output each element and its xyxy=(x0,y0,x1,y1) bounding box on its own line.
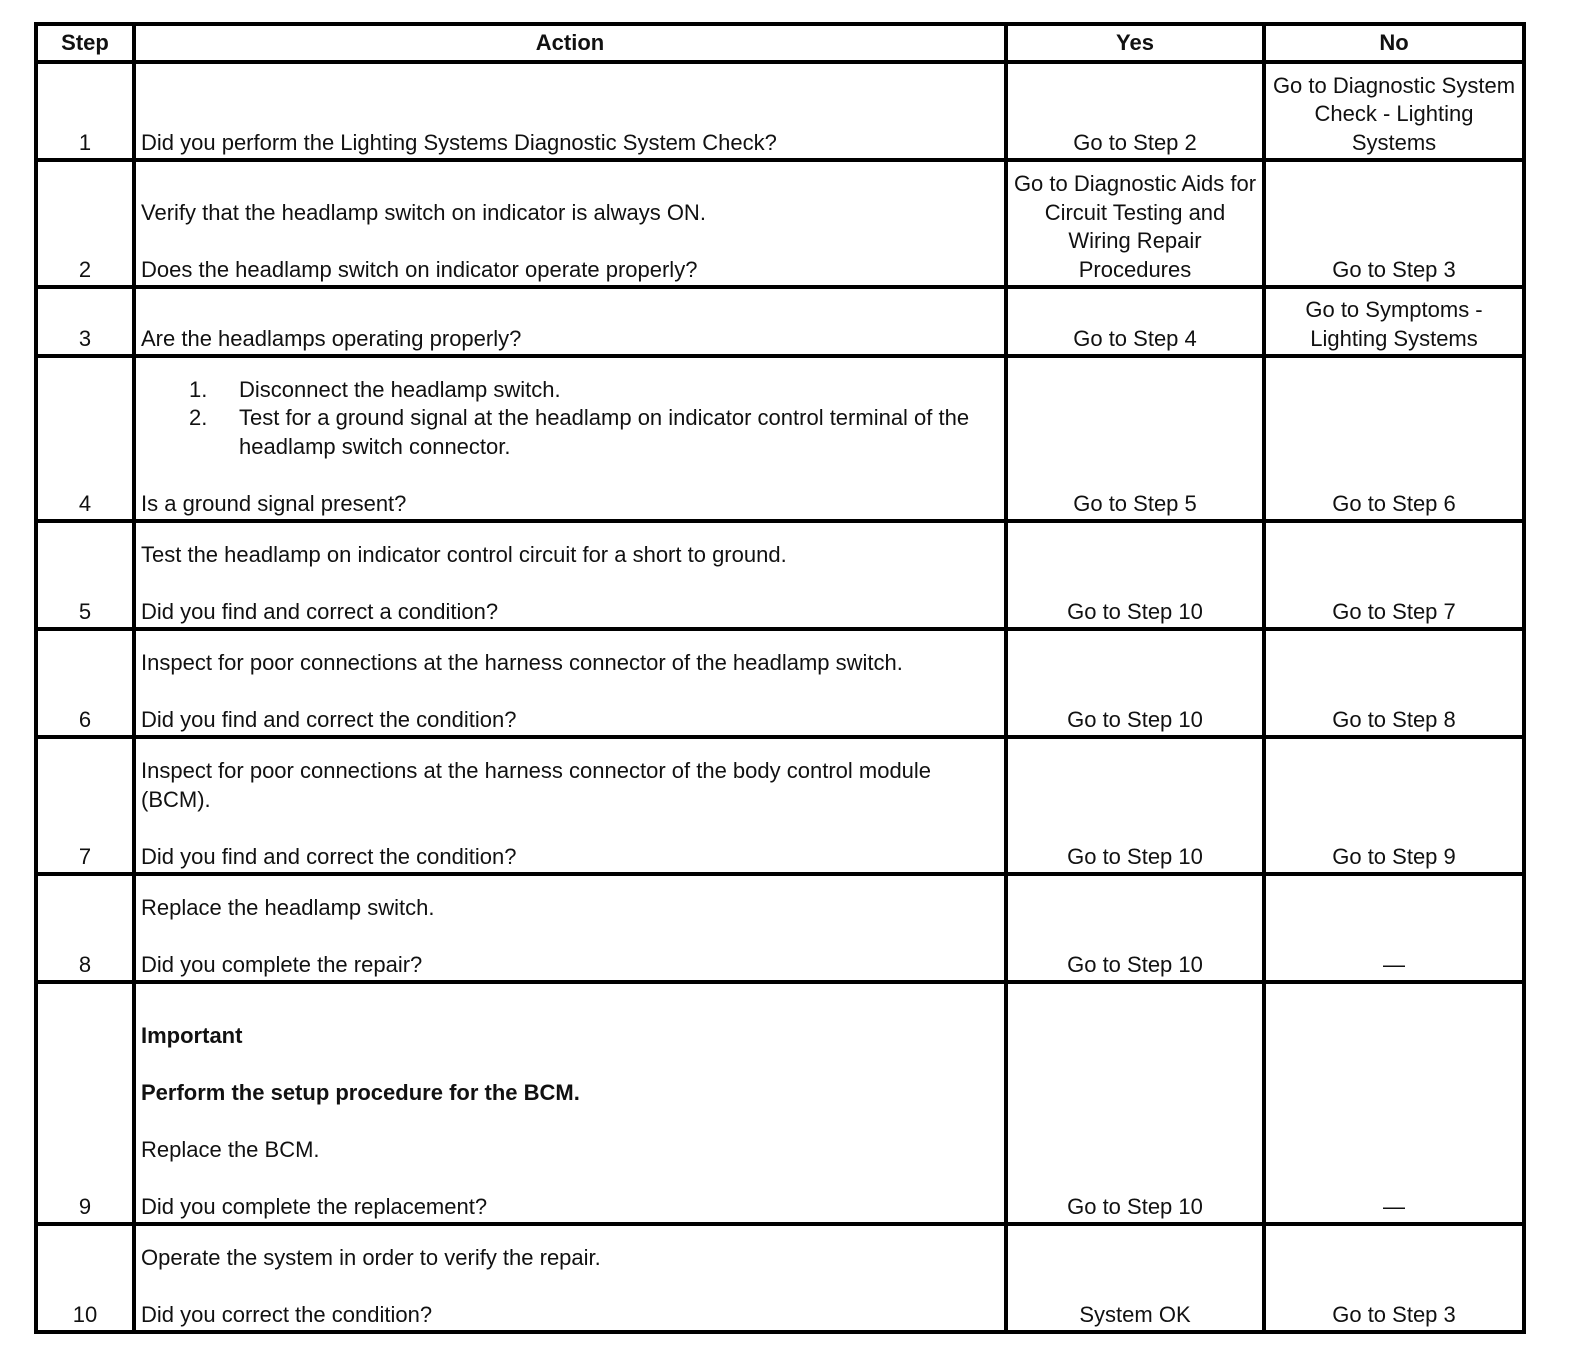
action-cell xyxy=(134,737,1006,874)
action-question: Did you find and correct the condition? xyxy=(141,843,517,869)
diagnostic-table xyxy=(34,22,1526,1334)
step-number: 1 xyxy=(36,62,134,160)
action-text: Did you perform the Lighting Systems Diagnostic System Check? xyxy=(141,129,777,155)
action-list xyxy=(141,376,999,462)
action-question: Did you complete the repair? xyxy=(141,951,423,977)
table-row xyxy=(36,629,1524,737)
action-question: Did you find and correct a condition? xyxy=(141,598,499,624)
step-number: 7 xyxy=(36,737,134,874)
action-cell xyxy=(134,874,1006,982)
list-item-text: Test for a ground signal at the headlamp on indicator control terminal of the headlamp switch connector. xyxy=(239,405,970,459)
action-text: Replace the BCM. xyxy=(141,1136,320,1162)
action-cell xyxy=(134,982,1006,1224)
step-number: 3 xyxy=(36,287,134,356)
step-number: 10 xyxy=(36,1224,134,1332)
table-row xyxy=(36,1224,1524,1332)
table-row xyxy=(36,737,1524,874)
table-row xyxy=(36,874,1524,982)
action-question: Is a ground signal present? xyxy=(141,490,407,516)
yes-cell: System OK xyxy=(1006,1224,1264,1332)
action-cell xyxy=(134,160,1006,287)
header-yes: Yes xyxy=(1006,24,1264,62)
yes-cell: Go to Step 10 xyxy=(1006,982,1264,1224)
no-cell: — xyxy=(1264,874,1524,982)
action-cell xyxy=(134,287,1006,356)
no-cell: Go to Step 7 xyxy=(1264,521,1524,629)
no-cell: Go to Diagnostic System Check - Lighting Systems xyxy=(1264,62,1524,160)
important-label: Important xyxy=(141,1022,243,1048)
action-text: Operate the system in order to verify the repair. xyxy=(141,1244,601,1270)
no-cell: Go to Step 8 xyxy=(1264,629,1524,737)
yes-cell: Go to Step 10 xyxy=(1006,629,1264,737)
step-number: 5 xyxy=(36,521,134,629)
step-number: 8 xyxy=(36,874,134,982)
header-step: Step xyxy=(36,24,134,62)
yes-cell: Go to Step 5 xyxy=(1006,356,1264,521)
table-row xyxy=(36,160,1524,287)
header-row xyxy=(36,24,1524,62)
action-cell xyxy=(134,62,1006,160)
yes-cell: Go to Diagnostic Aids for Circuit Testing and Wiring Repair Procedures xyxy=(1006,160,1264,287)
header-action: Action xyxy=(134,24,1006,62)
important-note: Perform the setup procedure for the BCM. xyxy=(141,1079,580,1105)
table-row xyxy=(36,62,1524,160)
action-list-item xyxy=(141,376,999,405)
action-cell xyxy=(134,356,1006,521)
action-question: Does the headlamp switch on indicator operate properly? xyxy=(141,256,698,282)
action-cell xyxy=(134,629,1006,737)
action-text: Inspect for poor connections at the harness connector of the body control module (BCM). xyxy=(141,758,932,812)
action-text: Test the headlamp on indicator control circuit for a short to ground. xyxy=(141,541,787,567)
yes-cell: Go to Step 2 xyxy=(1006,62,1264,160)
action-cell xyxy=(134,1224,1006,1332)
no-cell: Go to Symptoms - Lighting Systems xyxy=(1264,287,1524,356)
yes-cell: Go to Step 10 xyxy=(1006,737,1264,874)
list-item-text: Disconnect the headlamp switch. xyxy=(239,376,561,402)
action-cell xyxy=(134,521,1006,629)
table-row xyxy=(36,982,1524,1224)
action-list-item xyxy=(141,404,999,461)
no-cell: Go to Step 3 xyxy=(1264,1224,1524,1332)
no-cell: Go to Step 6 xyxy=(1264,356,1524,521)
action-text: Are the headlamps operating properly? xyxy=(141,325,522,351)
no-cell: — xyxy=(1264,982,1524,1224)
table-row xyxy=(36,356,1524,521)
step-number: 6 xyxy=(36,629,134,737)
action-text: Replace the headlamp switch. xyxy=(141,894,435,920)
table-row xyxy=(36,287,1524,356)
action-question: Did you correct the condition? xyxy=(141,1301,433,1327)
yes-cell: Go to Step 4 xyxy=(1006,287,1264,356)
no-cell: Go to Step 3 xyxy=(1264,160,1524,287)
no-cell: Go to Step 9 xyxy=(1264,737,1524,874)
header-no: No xyxy=(1264,24,1524,62)
yes-cell: Go to Step 10 xyxy=(1006,874,1264,982)
action-question: Did you find and correct the condition? xyxy=(141,706,517,732)
table-row xyxy=(36,521,1524,629)
action-text: Verify that the headlamp switch on indicator is always ON. xyxy=(141,199,706,225)
step-number: 4 xyxy=(36,356,134,521)
step-number: 9 xyxy=(36,982,134,1224)
action-question: Did you complete the replacement? xyxy=(141,1193,488,1219)
list-item-number: 1. xyxy=(189,376,208,402)
step-number: 2 xyxy=(36,160,134,287)
list-item-number: 2. xyxy=(189,405,208,430)
action-text: Inspect for poor connections at the harness connector of the headlamp switch. xyxy=(141,649,903,675)
yes-cell: Go to Step 10 xyxy=(1006,521,1264,629)
